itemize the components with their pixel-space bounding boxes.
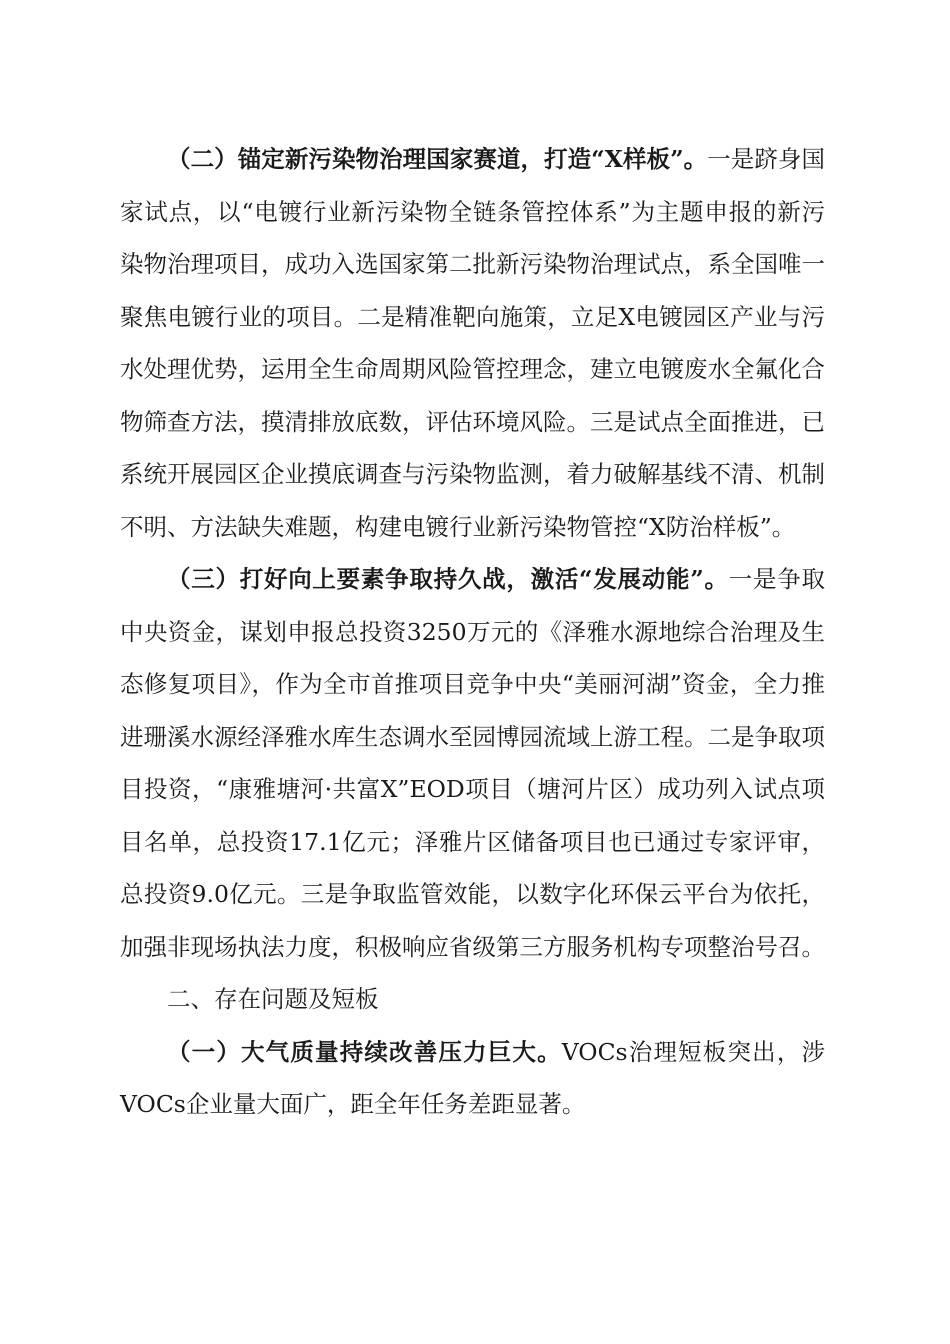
paragraph-lead: （二）锚定新污染物治理国家赛道，打造“X样板”。 [167,145,708,173]
document-page [120,133,825,1131]
paragraph-lead: （三）打好向上要素争取持久战，激活“发展动能”。 [167,565,729,593]
paragraph-body: 一是争取中央资金，谋划申报总投资3250万元的《泽雅水源地综合治理及生态修复项目》，作为全市首推项目竞争中央“美丽河湖”资金，全力推进珊溪水源经泽雅水库生态调水至园博园流域上游工程。二是争取项目投资，“康雅塘河·共富X”EOD项目（塘河片区）成功列入试点项目名单，总投资17.1亿元；泽雅片区储备项目也已通过专家评审，总投资9.0亿元。三是争取监管效能，以数字化环保云平台为依托，加强非现场执法力度，积极响应省级第三方服务机构专项整治号召。 [120,565,825,961]
paragraph-lead: （一）大气质量持续改善压力巨大。 [167,1037,562,1066]
paragraph-body: 一是跻身国家试点，以“电镀行业新污染物全链条管控体系”为主题申报的新污染物治理项目，成功入选国家第二批新污染物治理试点，系全国唯一聚焦电镀行业的项目。二是精准靶向施策，立足X电镀园区产业与污水处理优势，运用全生命周期风险管控理念，建立电镀废水全氟化合物筛查方法，摸清排放底数，评估环境风险。三是试点全面推进，已系统开展园区企业摸底调查与污染物监测，着力破解基线不清、机制不明、方法缺失难题，构建电镀行业新污染物管控“X防治样板”。 [120,145,825,541]
paragraph-body: VOCs治理短板突出，涉VOCs企业量大面广，距全年任务差距显著。 [120,1037,825,1118]
paragraph-air-quality [120,1026,825,1131]
paragraph-new-pollutants [120,133,825,553]
section-heading: 二、存在问题及短板 [167,985,379,1013]
paragraph-funding [120,553,825,973]
